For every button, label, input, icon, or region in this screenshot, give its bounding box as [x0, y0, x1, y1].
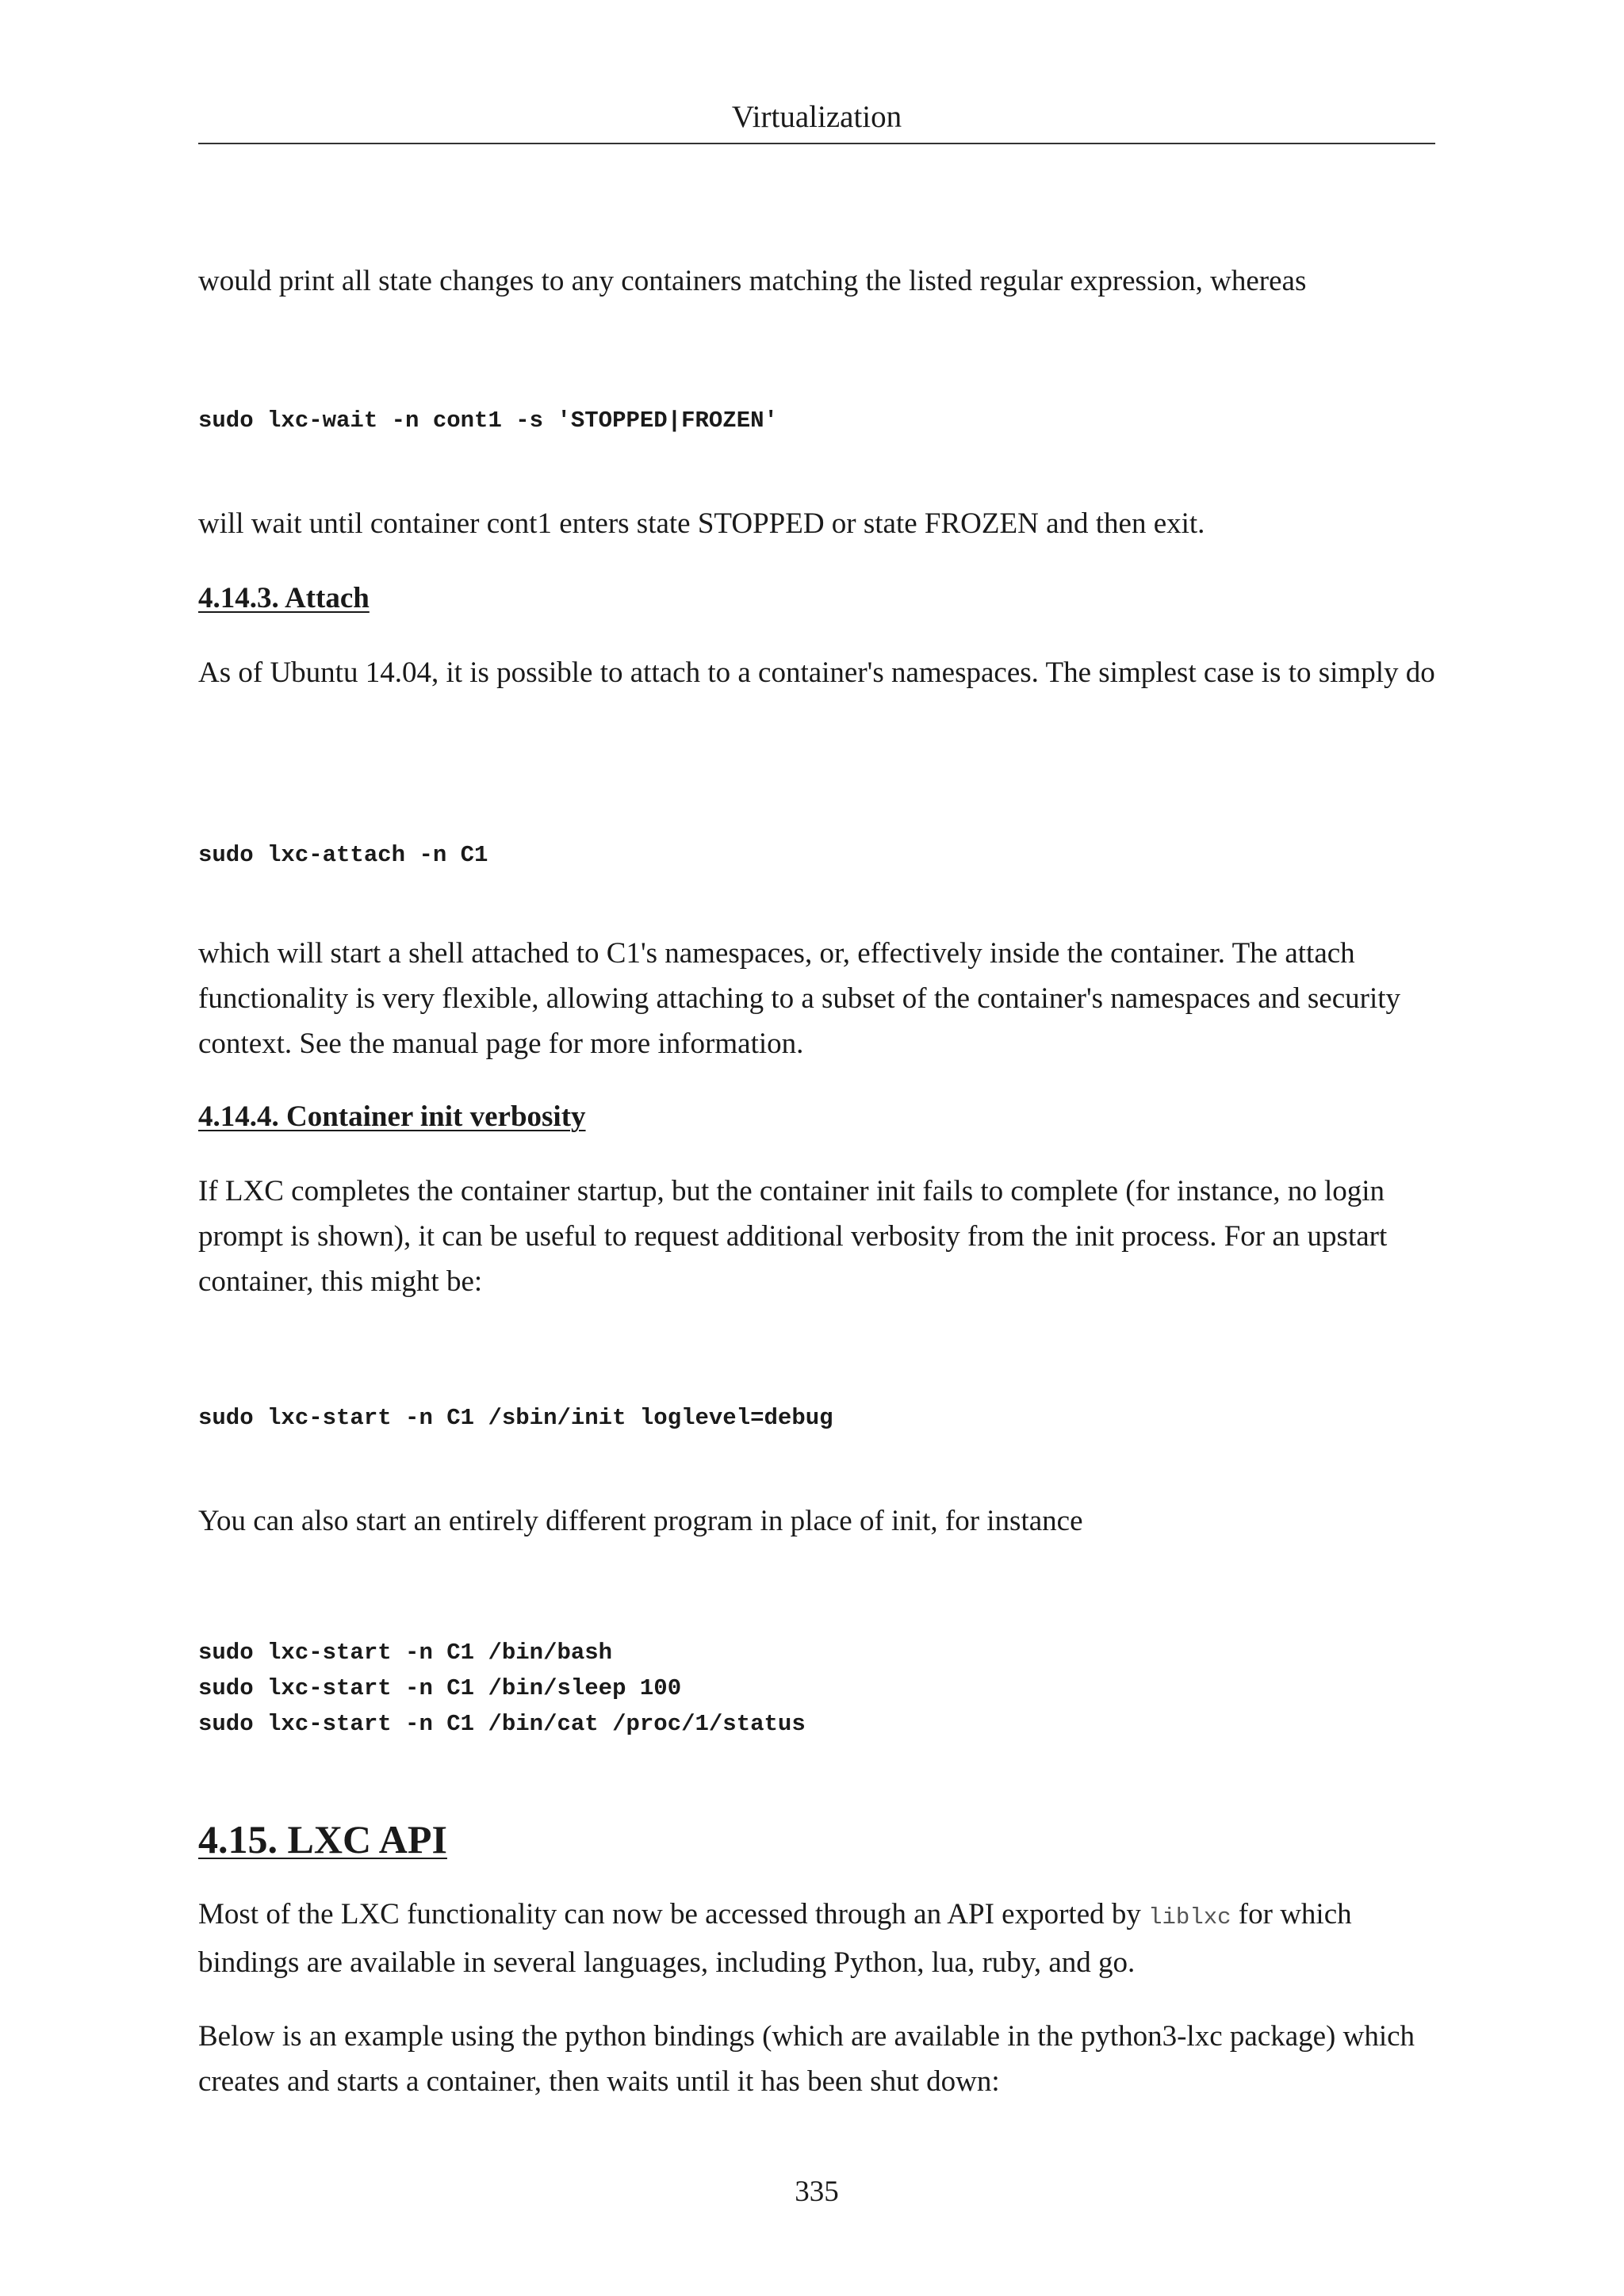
section-heading-attach: 4.14.3. Attach — [198, 582, 370, 614]
python-example-paragraph — [198, 2014, 1439, 2104]
api-text-after: for which bindings are available in several languages, including Python, lua, ruby, and go. — [198, 1898, 1352, 1979]
section-heading-verbosity: 4.14.4. Container init verbosity — [198, 1100, 586, 1133]
paragraph-text: As of Ubuntu 14.04, it is possible to attach to a container's namespaces. The simplest case is to simply do — [198, 656, 1435, 689]
code-line: sudo lxc-start -n C1 /bin/bash — [198, 1640, 613, 1666]
code-line: sudo lxc-attach -n C1 — [198, 842, 488, 868]
paragraph-text: which will start a shell attached to C1's namespaces, or, effectively inside the container. The attach functionality is very flexible, allowing attaching to a subset of the container's namespaces and security context. See the manual page for more information. — [198, 937, 1401, 1060]
header-divider — [198, 143, 1435, 144]
paragraph-text: will wait until container cont1 enters state STOPPED or state FROZEN and then exit. — [198, 507, 1205, 540]
verbosity-subheading-block — [198, 1094, 1439, 1139]
attach-paragraph — [198, 650, 1439, 695]
attach-subheading-block — [198, 576, 1439, 621]
attach-code-block — [198, 837, 1439, 873]
section-heading-lxc-api: 4.15. LXC API — [198, 1817, 447, 1862]
code-line: sudo lxc-start -n C1 /bin/sleep 100 — [198, 1675, 682, 1701]
paragraph-text: Below is an example using the python bindings (which are available in the python3-lxc package) which creates and starts a container, then waits until it has been shut down: — [198, 2020, 1415, 2098]
wait-code-block — [198, 403, 1439, 438]
alt-program-code-block — [198, 1635, 1439, 1742]
code-line: sudo lxc-wait -n cont1 -s 'STOPPED|FROZEN' — [198, 408, 778, 434]
alt-program-paragraph — [198, 1498, 1439, 1544]
api-text-before: Most of the LXC functionality can now be accessed through an API exported by — [198, 1898, 1149, 1931]
paragraph-text: If LXC completes the container startup, but the container init fails to complete (for instance, no login prompt is shown), it can be useful to request additional verbosity from the init process. For an upstart container, this might be: — [198, 1175, 1388, 1298]
attach-result-paragraph — [198, 931, 1439, 1066]
code-line: sudo lxc-start -n C1 /bin/cat /proc/1/status — [198, 1711, 806, 1737]
wait-intro-paragraph — [198, 258, 1439, 304]
running-header: Virtualization — [731, 100, 902, 134]
api-paragraph — [198, 1892, 1439, 1985]
code-line: sudo lxc-start -n C1 /sbin/init loglevel=debug — [198, 1405, 833, 1431]
paragraph-text: You can also start an entirely different program in place of init, for instance — [198, 1505, 1083, 1537]
page-number: 335 — [795, 2175, 839, 2208]
inline-code-liblxc: liblxc — [1148, 1904, 1231, 1931]
paragraph-text: would print all state changes to any containers matching the listed regular expression, whereas — [198, 265, 1307, 297]
verbosity-code-block — [198, 1400, 1439, 1436]
api-heading-block — [198, 1814, 1439, 1865]
paragraph-text — [198, 1892, 1439, 1985]
wait-result-paragraph — [198, 501, 1439, 546]
verbosity-paragraph — [198, 1169, 1439, 1304]
